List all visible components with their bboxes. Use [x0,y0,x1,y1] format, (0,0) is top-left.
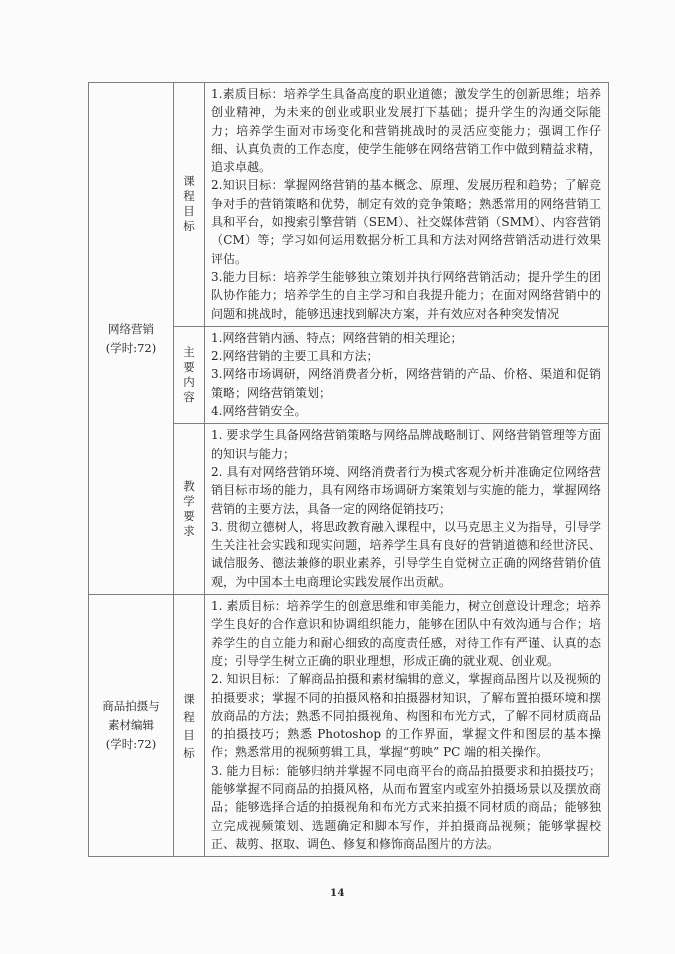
course-name [90,320,172,358]
section-label-main-content: 主要内容 [183,345,195,405]
section-paragraphs-course-objectives [211,85,601,323]
page-number: 14 [330,888,345,899]
section-content-cell [205,595,609,857]
text-line: 1. 要求学生具备网络营销策略与网络品牌战略制订、网络营销管理等方面的知识与能力； [211,428,601,461]
section-label-course-objectives-2: 课程目标 [183,691,195,760]
curriculum-table [88,82,609,857]
section-label-teaching-requirements: 教学要求 [183,479,195,539]
text-line: (学时:72) [105,737,157,752]
text-line: 商品拍摄与 [102,699,160,714]
text-line: 2. 具有对网络营销环境、网络消费者行为模式客观分析并准确定位网络营销目标市场的能力，具有网络市场调研方案策划与实施的能力，掌握网络营销的主要方法，具备一定的网络促销技巧； [211,464,601,516]
text-line: 3.网络市场调研，网络消费者分析，网络营销的产品、价格、渠道和促销策略；网络营销策划； [211,367,601,400]
section-label-course-objectives: 课程目标 [183,174,195,234]
text-line: 3. 能力目标：能够归纳并掌握不同电商平台的商品拍摄要求和拍摄技巧；能够掌握不同商品的拍摄风格，从而布置室内或室外拍摄场景以及摆放商品；能够选择合适的拍摄视角和布光方式来拍摄不同材质的商品；能够独立完成视频策划、选题确定和脚本写作，并拍摄商品视频；能够掌握校正、裁剪、抠取、调色、修复和修饰商品图片的方法。 [211,763,601,851]
section-content-cell [205,424,609,595]
section-content-cell [205,326,609,423]
text-line: 1. 素质目标：培养学生的创意思维和审美能力，树立创意设计理念；培养学生良好的合作意识和协调组织能力，能够在团队中有效沟通与合作；培养学生的自立能力和耐心细致的高度责任感，对待工作有严谨、认真的态度；引导学生树立正确的职业理想，形成正确的就业观、创业观。 [211,599,601,668]
text-line: 素材编辑 [108,718,154,733]
section-paragraphs-course-objectives-2 [211,597,601,853]
section-label-cell [174,424,205,595]
text-line: 1.素质目标：培养学生具备高度的职业道德；激发学生的创新思维；培养创业精神，为未来的创业或职业发展打下基础；提升学生的沟通交际能力；培养学生面对市场变化和营销挑战时的灵活应变能力；强调工作仔细、认真负责的工作态度，使学生能够在网络营销工作中做到精益求精，追求卓越。 [211,87,601,175]
text-line: 3. 贯彻立德树人，将思政教育融入课程中，以马克思主义为指导，引导学生关注社会实践和现实问题，培养学生具有良好的营销道德和经世济民、诚信服务、德法兼修的职业素养，引导学生自觉树立正确的网络营销价值观，为中国本土电商理论实践发展作出贡献。 [211,519,601,589]
text-line: 2.知识目标：掌握网络营销的基本概念、原理、发展历程和趋势；了解竞争对手的营销策略和优势，制定有效的竞争策略；熟悉常用的网络营销工具和平台，如搜索引擎营销（SEM）、社交媒体营销（SMM）、内容营销（CM）等；学习如何运用数据分析工具和方法对网络营销活动进行效果评估。 [211,178,601,266]
course-cell-product-photography [89,595,174,857]
section-label-cell [174,595,205,857]
text-line: 网络营销 [108,321,154,336]
text-line: 2.网络营销的主要工具和方法； [211,349,379,364]
text-line: 3.能力目标：培养学生能够独立策划并执行网络营销活动；提升学生的团队协作能力；培养学生的自主学习和自我提升能力；在面对网络营销中的问题和挑战时，能够迅速找到解决方案，并有效应对各种突发情况 [211,269,601,321]
text-line: 2. 知识目标：了解商品拍摄和素材编辑的意义，掌握商品图片以及视频的拍摄要求；掌握不同的拍摄风格和拍摄器材知识，了解布置拍摄环境和摆放商品的方法；熟悉不同拍摄视角、构图和布光方式，了解不同材质商品的拍摄技巧；熟悉 Photoshop 的工作界面，掌握文件和图层的基本操作；熟悉常用的视频剪辑工具，掌握“剪映” PC 端的相关操作。 [211,672,601,760]
text-line: (学时:72) [105,340,157,355]
section-label-cell [174,326,205,423]
table-row [89,83,609,327]
course-cell-network-marketing [89,83,174,595]
section-paragraphs-main-content [211,329,601,420]
section-paragraphs-teaching-requirements [211,426,601,591]
table-row [89,595,609,857]
text-line: 1.网络营销内涵、特点；网络营销的相关理论； [211,330,463,345]
text-line: 4.网络营销安全。 [211,404,307,419]
section-label-cell [174,83,205,327]
section-content-cell [205,83,609,327]
course-name [90,697,172,754]
